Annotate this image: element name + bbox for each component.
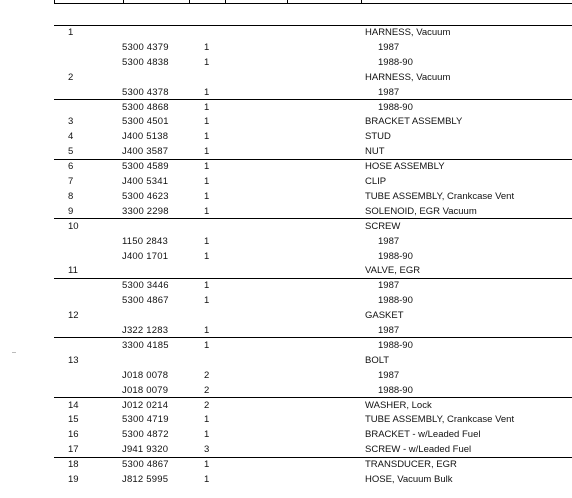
part-number: J400 5138	[122, 131, 169, 143]
item-number: 9	[68, 205, 74, 217]
table-row	[54, 383, 572, 398]
item-number: 3	[68, 116, 74, 128]
description: HARNESS, Vacuum	[365, 71, 451, 83]
description: WASHER, Lock	[365, 399, 432, 411]
table-row	[54, 412, 572, 427]
item-number: 12	[68, 310, 79, 322]
description: 1988-90	[378, 384, 413, 396]
table-row	[54, 368, 572, 383]
table-row	[54, 293, 572, 308]
header-tick	[123, 0, 124, 4]
table-row	[54, 398, 572, 413]
quantity: 1	[204, 116, 210, 128]
table-row	[54, 278, 572, 293]
description: 1988-90	[378, 339, 413, 351]
table-row	[54, 442, 572, 457]
table-row	[54, 55, 572, 70]
description: 1987	[378, 280, 400, 292]
table-row	[54, 129, 572, 144]
table-row	[54, 85, 572, 100]
part-number: 5300 4867	[122, 295, 169, 307]
table-row	[54, 427, 572, 442]
part-number: 3300 4185	[122, 339, 169, 351]
margin-mark	[12, 352, 16, 353]
table-row	[54, 219, 572, 234]
part-number: J018 0079	[122, 384, 169, 396]
part-number: J400 3587	[122, 146, 169, 158]
header-tick	[361, 0, 362, 4]
description: 1988-90	[378, 101, 413, 113]
header-rule	[54, 3, 572, 4]
part-number: 1150 2843	[122, 235, 169, 247]
item-number: 5	[68, 146, 74, 158]
quantity: 1	[204, 131, 210, 143]
item-number: 4	[68, 131, 74, 143]
quantity: 1	[204, 190, 210, 202]
description: CLIP	[365, 176, 387, 187]
table-row	[54, 472, 572, 487]
quantity: 1	[204, 56, 210, 68]
item-number: 16	[68, 429, 79, 441]
quantity: 2	[204, 384, 210, 396]
description: BOLT	[365, 354, 390, 366]
quantity: 1	[204, 161, 210, 173]
part-number: 5300 4379	[122, 41, 169, 53]
part-number: 5300 4501	[122, 116, 169, 128]
quantity: 1	[204, 429, 210, 441]
description: SCREW - w/Leaded Fuel	[365, 444, 472, 456]
part-number: 5300 4868	[122, 101, 169, 113]
table-row	[54, 25, 572, 40]
item-number: 15	[68, 414, 79, 426]
description: 1987	[378, 41, 400, 53]
item-number: 19	[68, 474, 79, 485]
item-number: 14	[68, 399, 79, 411]
item-number: 8	[68, 190, 74, 202]
part-number: 5300 4719	[122, 414, 169, 426]
description: STUD	[365, 131, 391, 143]
table-row	[54, 457, 572, 472]
table-row	[54, 323, 572, 338]
part-number: J012 0214	[122, 399, 169, 411]
quantity: 2	[204, 369, 210, 381]
part-number: J812 5995	[122, 474, 169, 485]
quantity: 1	[204, 101, 210, 113]
quantity: 1	[204, 339, 210, 351]
quantity: 1	[204, 250, 210, 262]
part-number: 3300 2298	[122, 205, 169, 217]
item-number: 2	[68, 71, 74, 83]
quantity: 1	[204, 86, 210, 98]
part-number: 5300 4589	[122, 161, 169, 173]
table-row	[54, 353, 572, 368]
description: TUBE ASSEMBLY, Crankcase Vent	[365, 414, 515, 426]
quantity: 2	[204, 399, 210, 411]
quantity: 1	[204, 41, 210, 53]
quantity: 1	[204, 325, 210, 336]
description: 1988-90	[378, 56, 413, 68]
item-number: 7	[68, 176, 74, 187]
part-number: 5300 4867	[122, 459, 169, 471]
quantity: 1	[204, 176, 210, 187]
description: VALVE, EGR	[365, 265, 421, 277]
part-number: 5300 4838	[122, 56, 169, 68]
quantity: 1	[204, 235, 210, 247]
part-number: J400 5341	[122, 176, 169, 187]
part-number: J322 1283	[122, 325, 169, 336]
description: HOSE ASSEMBLY	[365, 161, 445, 173]
part-number: J941 9320	[122, 444, 169, 456]
item-number: 1	[68, 27, 74, 38]
part-number: 5300 3446	[122, 280, 169, 292]
item-number: 17	[68, 444, 79, 456]
table-row	[54, 70, 572, 85]
quantity: 1	[204, 474, 210, 485]
header-tick	[189, 0, 190, 4]
description: TUBE ASSEMBLY, Crankcase Vent	[365, 190, 515, 202]
header-tick	[225, 0, 226, 4]
description: 1987	[378, 369, 400, 381]
quantity: 3	[204, 444, 210, 456]
description: 1988-90	[378, 295, 413, 307]
quantity: 1	[204, 146, 210, 158]
item-number: 18	[68, 459, 79, 471]
description: 1987	[378, 235, 400, 247]
description: HARNESS, Vacuum	[365, 27, 451, 38]
description: SOLENOID, EGR Vacuum	[365, 205, 477, 217]
item-number: 6	[68, 161, 74, 173]
table-row	[54, 308, 572, 323]
quantity: 1	[204, 295, 210, 307]
item-number: 13	[68, 354, 79, 366]
part-number: 5300 4872	[122, 429, 169, 441]
part-number: J400 1701	[122, 250, 169, 262]
table-row	[54, 40, 572, 55]
part-number: 5300 4623	[122, 190, 169, 202]
description: 1988-90	[378, 250, 413, 262]
header-tick	[287, 0, 288, 4]
part-number: J018 0078	[122, 369, 169, 381]
table-row	[54, 100, 572, 115]
item-number: 10	[68, 220, 79, 232]
table-row	[54, 204, 572, 219]
table-row	[54, 263, 572, 278]
header-tick	[54, 0, 55, 4]
description: HOSE, Vacuum Bulk	[365, 474, 453, 485]
quantity: 1	[204, 280, 210, 292]
table-row	[54, 144, 572, 159]
table-row	[54, 189, 572, 204]
item-number: 11	[68, 265, 78, 277]
table-row	[54, 249, 572, 264]
description: TRANSDUCER, EGR	[365, 459, 457, 471]
quantity: 1	[204, 459, 210, 471]
description: 1987	[378, 325, 400, 336]
part-number: 5300 4378	[122, 86, 169, 98]
quantity: 1	[204, 414, 210, 426]
table-row	[54, 234, 572, 249]
description: BRACKET - w/Leaded Fuel	[365, 429, 481, 441]
description: NUT	[365, 146, 385, 158]
table-row	[54, 159, 572, 174]
table-row	[54, 174, 572, 189]
description: SCREW	[365, 220, 401, 232]
quantity: 1	[204, 205, 210, 217]
table-row	[54, 114, 572, 129]
description: 1987	[378, 86, 400, 98]
table-row	[54, 338, 572, 353]
description: BRACKET ASSEMBLY	[365, 116, 463, 128]
description: GASKET	[365, 310, 404, 322]
